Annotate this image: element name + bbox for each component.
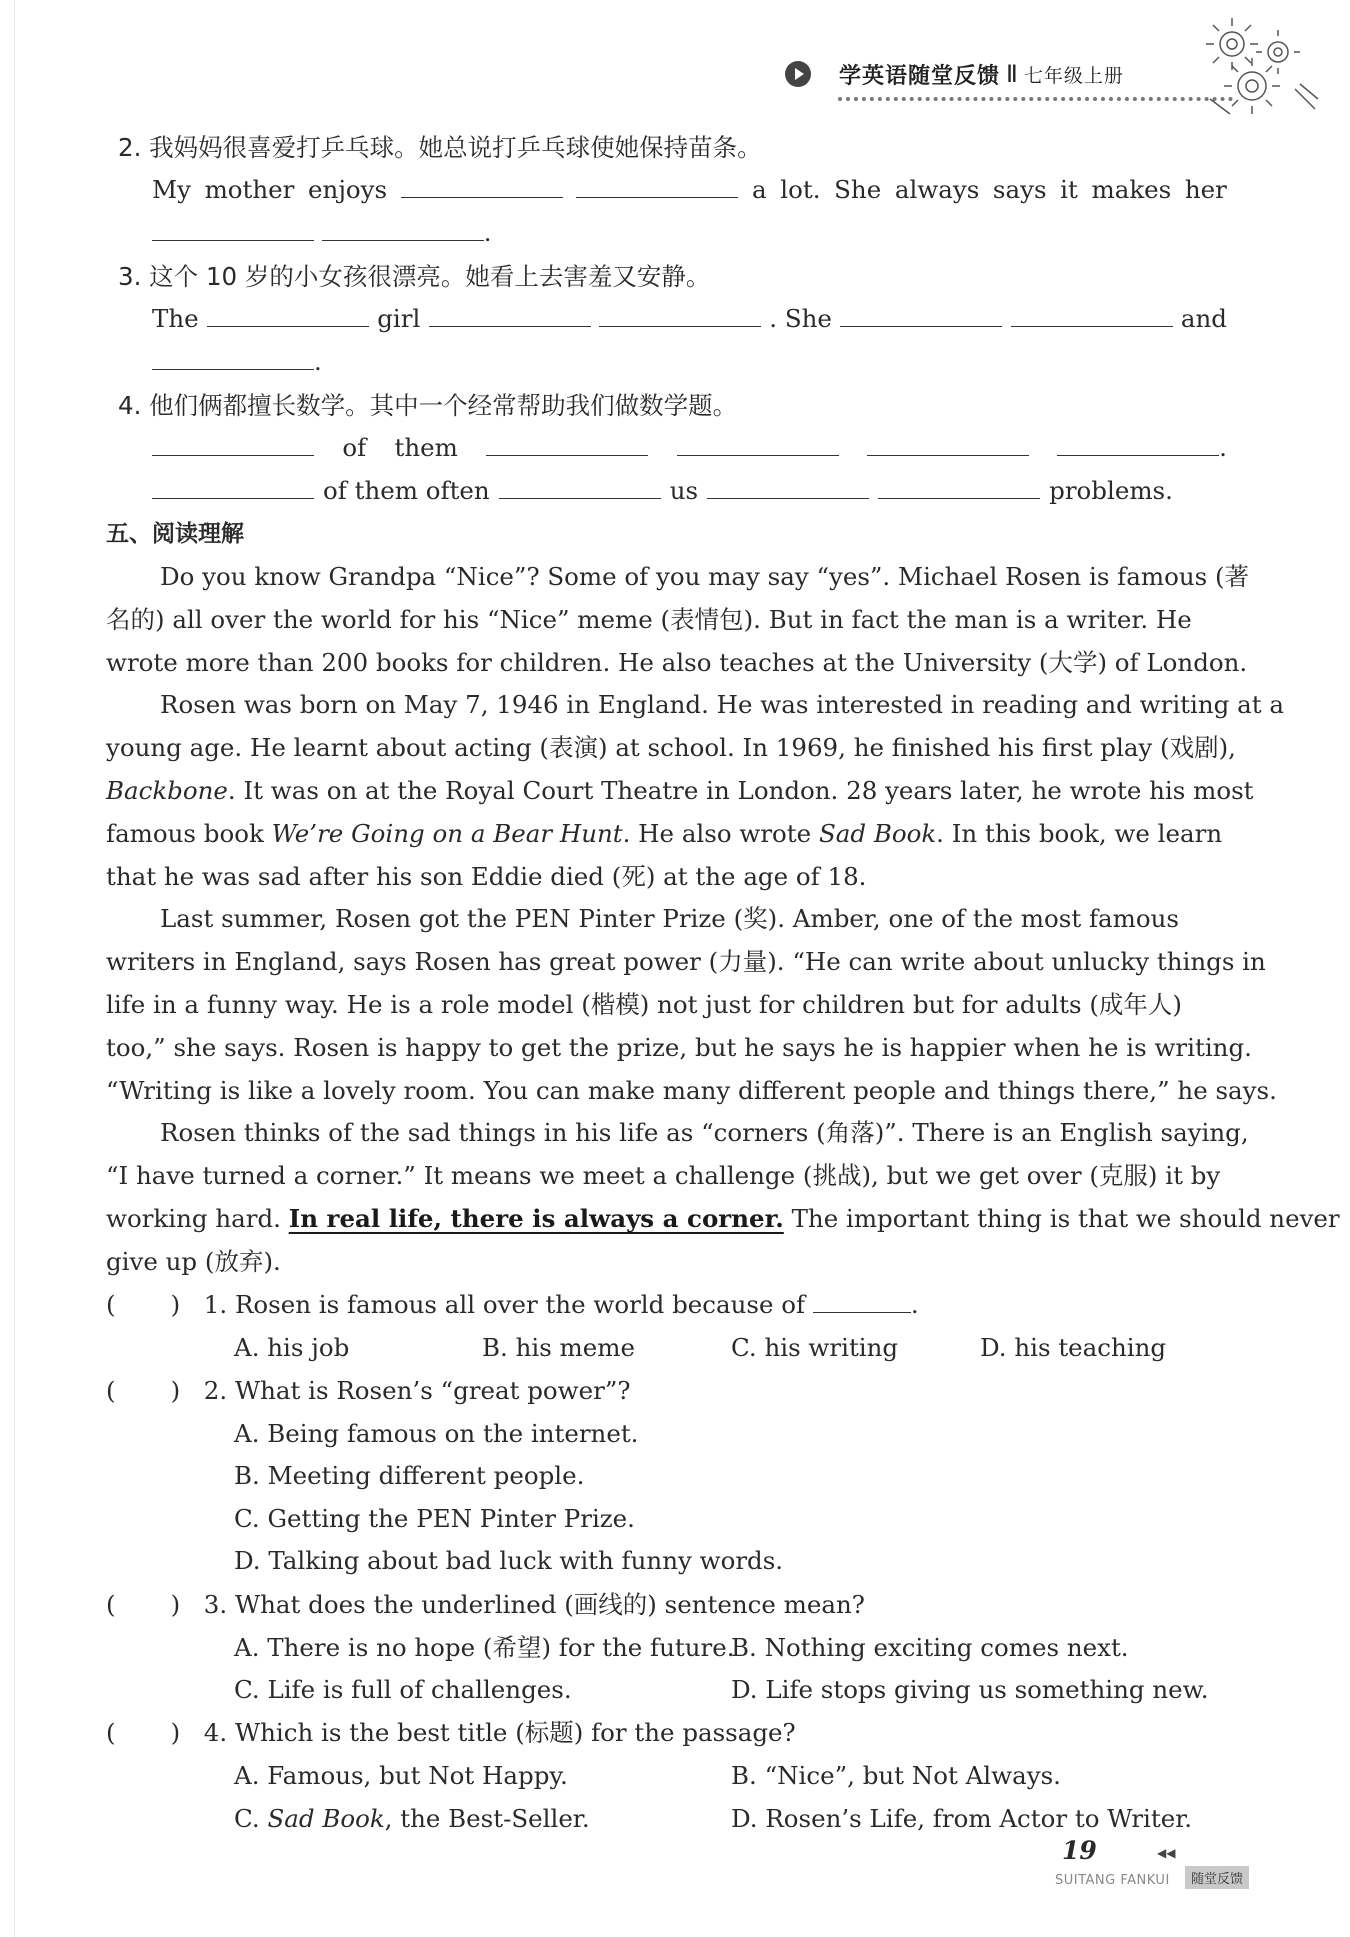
answer-blank[interactable]: [429, 302, 591, 327]
word: her: [1184, 175, 1227, 204]
period: .: [1219, 433, 1227, 462]
option-d[interactable]: D. Talking about bad luck with funny words.: [234, 1546, 784, 1575]
page-header: [785, 54, 1124, 94]
back-arrows-icon: ◀◀: [1157, 1846, 1176, 1860]
answer-blank[interactable]: [152, 474, 314, 499]
answer-blank[interactable]: [486, 431, 648, 456]
book-title: 学英语随堂反馈: [839, 63, 1001, 89]
passage-line: Rosen thinks of the sad things in his life as “corners (角落)”. There is an English saying,: [160, 1118, 1249, 1147]
underlined-sentence: In real life, there is always a corner.: [288, 1204, 784, 1233]
answer-blank[interactable]: [401, 173, 563, 198]
passage-line: Rosen was born on May 7, 1946 in England. He was interested in reading and writing at a: [160, 690, 1284, 719]
book-title-sad-book: Sad Book: [818, 819, 937, 848]
passage-line: 名的) all over the world for his “Nice” meme (表情包). But in fact the man is a writer. He: [106, 605, 1192, 634]
answer-blank[interactable]: [152, 431, 314, 456]
q2-line2: [152, 216, 492, 250]
answer-blank[interactable]: [1011, 302, 1173, 327]
answer-blank[interactable]: [576, 173, 738, 198]
passage-text: . He also wrote: [622, 819, 819, 848]
word: makes: [1091, 175, 1172, 204]
option-c[interactable]: C. Sad Book, the Best-Seller.: [234, 1804, 590, 1833]
word: of: [342, 433, 367, 462]
answer-blank[interactable]: [599, 302, 761, 327]
word: The: [152, 304, 199, 333]
question-text: 4. Which is the best title (标题) for the passage?: [203, 1718, 796, 1747]
option-a[interactable]: A. Being famous on the internet.: [234, 1419, 639, 1448]
passage-line: too,” she says. Rosen is happy to get the prize, but he says he is happier when he is writing.: [106, 1033, 1252, 1062]
grade-label: 七年级上册: [1023, 64, 1124, 87]
play-icon: [785, 61, 811, 87]
flower-decoration-icon: [1200, 14, 1320, 124]
answer-blank[interactable]: [878, 474, 1040, 499]
q3-line1: [152, 302, 1227, 336]
word: girl: [377, 304, 421, 333]
answer-paren[interactable]: ( ): [106, 1590, 181, 1619]
option-b[interactable]: B. “Nice”, but Not Always.: [731, 1761, 1061, 1790]
passage-line: young age. He learnt about acting (表演) at school. In 1969, he finished his first play (戏剧),: [106, 733, 1236, 762]
q4-line2: [152, 474, 1173, 508]
footer-brand: SUITANG FANKUI: [1055, 1873, 1170, 1888]
passage-line: “I have turned a corner.” It means we meet a challenge (挑战), but we get over (克服) it by: [106, 1161, 1221, 1190]
word: mother: [204, 175, 295, 204]
section-title: 五、阅读理解: [106, 521, 244, 547]
option-d[interactable]: D. Life stops giving us something new.: [731, 1675, 1209, 1704]
answer-blank[interactable]: [152, 216, 314, 241]
passage-line: [106, 774, 1254, 808]
passage-text: working hard.: [106, 1204, 289, 1233]
volume-mark: Ⅱ: [1006, 60, 1018, 88]
option-b[interactable]: B. Nothing exciting comes next.: [731, 1633, 1129, 1662]
answer-paren[interactable]: ( ): [106, 1718, 181, 1747]
word: it: [1060, 175, 1078, 204]
answer-blank[interactable]: [677, 431, 839, 456]
word: . She: [769, 304, 832, 333]
passage-line: Last summer, Rosen got the PEN Pinter Prize (奖). Amber, one of the most famous: [160, 904, 1179, 933]
option-c[interactable]: C. Life is full of challenges.: [234, 1675, 572, 1704]
passage-text: The important thing is that we should never: [783, 1204, 1340, 1233]
period: .: [483, 218, 492, 247]
word: says: [992, 175, 1047, 204]
answer-blank[interactable]: [840, 302, 1002, 327]
passage-line: “Writing is like a lovely room. You can make many different people and things there,” he says.: [106, 1076, 1277, 1105]
answer-blank[interactable]: [152, 345, 314, 370]
answer-blank[interactable]: [1057, 431, 1219, 456]
option-a[interactable]: A. There is no hope (希望) for the future.: [234, 1633, 735, 1662]
word: a: [752, 175, 767, 204]
footer-badge: 随堂反馈: [1185, 1866, 1249, 1889]
word: and: [1180, 304, 1227, 333]
answer-blank[interactable]: [867, 431, 1029, 456]
answer-blank[interactable]: [499, 474, 661, 499]
word: us: [669, 476, 699, 505]
option-a[interactable]: A. his job: [234, 1333, 350, 1362]
option-b[interactable]: B. his meme: [482, 1333, 636, 1362]
option-a[interactable]: A. Famous, but Not Happy.: [234, 1761, 568, 1790]
header-dotted-rule: [838, 97, 1233, 101]
option-c[interactable]: C. his writing: [731, 1333, 899, 1362]
question-text: 2. What is Rosen’s “great power”?: [203, 1376, 631, 1405]
answer-blank[interactable]: [707, 474, 869, 499]
option-d[interactable]: D. his teaching: [980, 1333, 1167, 1362]
scan-edge: [14, 0, 15, 1937]
question-3-stem: [106, 1588, 865, 1622]
passage-line: writers in England, says Rosen has great power (力量). “He can write about unlucky things in: [106, 947, 1266, 976]
word: always: [894, 175, 980, 204]
word: lot.: [780, 175, 821, 204]
option-d[interactable]: D. Rosen’s Life, from Actor to Writer.: [731, 1804, 1193, 1833]
option-c[interactable]: C. Getting the PEN Pinter Prize.: [234, 1504, 635, 1533]
passage-line: give up (放弃).: [106, 1247, 281, 1276]
word: She: [834, 175, 882, 204]
question-1-stem: [106, 1288, 919, 1322]
question-text: 1. Rosen is famous all over the world because of: [203, 1290, 806, 1319]
answer-blank[interactable]: [322, 216, 484, 241]
question-4-stem: [106, 1716, 796, 1750]
passage-text: famous book: [106, 819, 272, 848]
answer-blank[interactable]: [813, 1288, 911, 1313]
book-title-bear-hunt: We’re Going on a Bear Hunt: [271, 819, 623, 848]
book-title-backbone: Backbone: [106, 776, 228, 805]
passage-line: that he was sad after his son Eddie died (死) at the age of 18.: [106, 862, 867, 891]
answer-blank[interactable]: [207, 302, 369, 327]
passage-text: . It was on at the Royal Court Theatre in London. 28 years later, he wrote his most: [227, 776, 1254, 805]
passage-line: wrote more than 200 books for children. He also teaches at the University (大学) of London.: [106, 648, 1248, 677]
question-text: 3. What does the underlined (画线的) sentence mean?: [203, 1590, 865, 1619]
q4-chinese: 4. 他们俩都擅长数学。其中一个经常帮助我们做数学题。: [118, 391, 738, 420]
period: .: [314, 347, 322, 376]
book-title-sad-book: Sad Book: [267, 1804, 385, 1833]
page-number: 19: [1062, 1836, 1097, 1865]
word: My: [152, 175, 191, 204]
word: of them often: [323, 476, 490, 505]
q3-line2: [152, 345, 322, 379]
passage-line: [106, 1202, 1340, 1236]
answer-paren[interactable]: ( ): [106, 1376, 181, 1405]
word: enjoys: [308, 175, 388, 204]
passage-line: life in a funny way. He is a role model (楷模) not just for children but for adults (成年人): [106, 990, 1182, 1019]
word: problems.: [1049, 476, 1173, 505]
q3-chinese: 3. 这个 10 岁的小女孩很漂亮。她看上去害羞又安静。: [118, 262, 711, 291]
q4-line1: [152, 431, 1227, 465]
q2-chinese: 2. 我妈妈很喜爱打乒乓球。她总说打乒乓球使她保持苗条。: [118, 133, 762, 162]
word: them: [394, 433, 458, 462]
option-b[interactable]: B. Meeting different people.: [234, 1461, 585, 1490]
passage-text: . In this book, we learn: [936, 819, 1223, 848]
question-2-stem: [106, 1374, 631, 1408]
passage-line: [106, 817, 1222, 851]
q2-line1: [152, 173, 1227, 207]
passage-line: Do you know Grandpa “Nice”? Some of you may say “yes”. Michael Rosen is famous (著: [160, 562, 1250, 591]
answer-paren[interactable]: ( ): [106, 1290, 181, 1319]
period: .: [910, 1290, 919, 1319]
